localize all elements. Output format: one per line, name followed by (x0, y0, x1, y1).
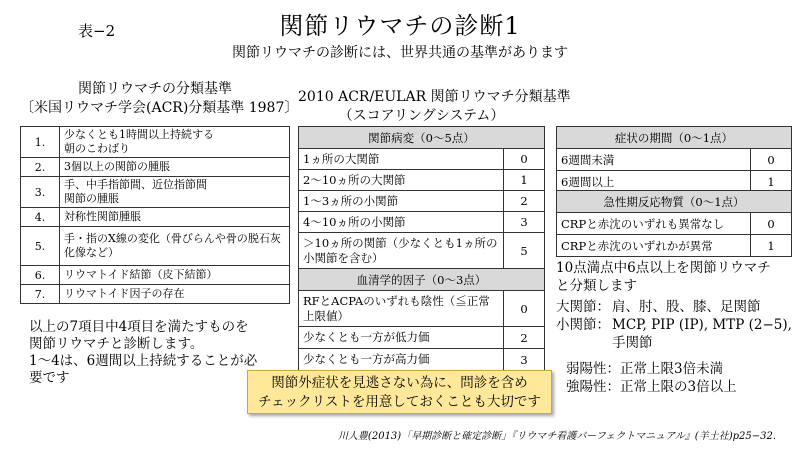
callout-line: 関節外症状を見逃さない為に、問診を含め (271, 375, 528, 391)
acr-row-num: 7. (21, 285, 60, 304)
acr-heading (20, 80, 299, 118)
callout-line: チェックリストを用意しておくことも大切です (258, 394, 541, 410)
table-row (21, 177, 290, 208)
table-row (557, 213, 792, 235)
table-row (21, 285, 290, 304)
table-row (299, 212, 545, 233)
table-header-row (299, 269, 545, 291)
page-subtitle: 関節リウマチの診断には、世界共通の基準があります (232, 45, 568, 61)
joint-involvement-header: 関節病変（0～5点） (299, 127, 545, 149)
acr-note-line: 要です (29, 370, 70, 386)
score-value: 0 (504, 291, 545, 327)
score-value: 2 (504, 327, 545, 349)
large-joint-value: 肩、肘、股、膝、足関節 (612, 299, 761, 315)
acr-row-num: 4. (21, 208, 60, 227)
table-header-row (557, 191, 792, 213)
score-value: 1 (504, 170, 545, 191)
extra-articular-callout (247, 370, 552, 414)
acr-row-num: 2. (21, 158, 60, 177)
score-value: 2 (504, 191, 545, 212)
small-joint-key: 小関節： (556, 317, 610, 333)
table-row (21, 127, 290, 158)
acr-row-text: 手、中手指節間、近位指節間 関節の腫脹 (60, 177, 290, 208)
score-value: 3 (504, 212, 545, 233)
score-value: 0 (751, 149, 792, 171)
slide-label: 表−2 (78, 22, 116, 40)
page-title: 関節リウマチの診断1 (279, 12, 521, 40)
large-joint-row (556, 298, 792, 316)
acr-row-text: 3個以上の関節の腫脹 (60, 158, 290, 177)
score-label: 1～3ヵ所の小関節 (299, 191, 504, 212)
score-value: 1 (751, 171, 792, 193)
threshold-line: 10点満点中6点以上を関節リウマチ (556, 260, 771, 276)
eular-heading-line2: （スコアリングシステム） (338, 108, 505, 124)
score-value: 1 (751, 235, 792, 257)
acr-row-num: 6. (21, 266, 60, 285)
score-label: RFとACPAのいずれも陰性（≦正常 上限値） (299, 291, 504, 327)
acr-row-num: 5. (21, 227, 60, 266)
acr-row-text: リウマトイド因子の存在 (60, 285, 290, 304)
eular-heading (298, 88, 571, 126)
table-row (21, 227, 290, 266)
table-row (299, 191, 545, 212)
small-joint-value-cont: 手関節 (612, 335, 653, 351)
score-label: 6週間未満 (557, 149, 751, 171)
score-label: CRPと赤沈のいずれかが異常 (557, 235, 751, 257)
score-label: 少なくとも一方が低力価 (299, 327, 504, 349)
acr-row-text: 対称性関節腫脹 (60, 208, 290, 227)
table-row (21, 158, 290, 177)
acr-note-line: 以上の7項目中4項目を満たすものを (29, 319, 249, 335)
acr-row-text: 少なくとも1時間以上持続する 朝のこわばり (60, 127, 290, 158)
threshold-note (556, 259, 771, 295)
eular-heading-line1: 2010 ACR/EULAR 関節リウマチ分類基準 (298, 89, 571, 105)
score-label: ＞10ヵ所の関節（少なくとも1ヵ所の 小関節を含む） (299, 233, 504, 269)
table-row (299, 149, 545, 170)
eular-scoring-table (298, 126, 545, 371)
high-titer-line: 強陽性：正常上限の3倍以上 (566, 379, 737, 395)
table-row (299, 170, 545, 191)
table-row (299, 327, 545, 349)
threshold-line: と分類します (556, 278, 637, 294)
score-label: 1ヵ所の大関節 (299, 149, 504, 170)
score-value: 0 (751, 213, 792, 235)
small-joint-row (556, 316, 792, 334)
table-row (557, 149, 792, 171)
table-row (299, 233, 545, 269)
duration-header: 症状の期間（0～1点） (557, 127, 792, 149)
score-label: 4～10ヵ所の小関節 (299, 212, 504, 233)
table-header-row (557, 127, 792, 149)
acr-criteria-table (20, 126, 290, 304)
table-row (21, 208, 290, 227)
acr-heading-line2: 〔米国リウマチ学会(ACR)分類基準 1987〕 (20, 100, 299, 116)
serology-header: 血清学的因子（0～3点） (299, 269, 545, 291)
titer-definitions (566, 360, 737, 396)
large-joint-key: 大関節： (556, 299, 610, 315)
symptom-duration-table (556, 126, 792, 193)
score-value: 0 (504, 149, 545, 170)
acr-note-line: 関節リウマチと診断します。 (29, 336, 204, 352)
score-label: 少なくとも一方が高力価 (299, 349, 504, 371)
small-joint-value: MCP, PIP (IP), MTP (2−5), (612, 317, 792, 333)
score-value: 3 (504, 349, 545, 371)
reactant-header: 急性期反応物質（0～1点） (557, 191, 792, 213)
score-label: 6週間以上 (557, 171, 751, 193)
low-titer-line: 弱陽性：正常上限3倍未満 (566, 361, 724, 377)
acr-row-text: リウマトイド結節（皮下結節） (60, 266, 290, 285)
acute-phase-reactant-table (556, 190, 792, 257)
acr-note-line: 1～4は、6週間以上持続することが必 (29, 353, 258, 369)
table-header-row (299, 127, 545, 149)
table-row (299, 349, 545, 371)
score-value: 5 (504, 233, 545, 269)
citation: 川人豊(2013)「早期診断と確定診断」『リウマチ看護パーフェクトマニュアル』(羊土社)p25−32. (337, 431, 776, 442)
joint-definitions (556, 298, 792, 352)
acr-row-num: 3. (21, 177, 60, 208)
table-row (21, 266, 290, 285)
acr-row-text: 手・指のX線の変化（骨びらんや骨の脱石灰 化像など） (60, 227, 290, 266)
acr-heading-line1: 関節リウマチの分類基準 (78, 81, 232, 97)
score-label: 2～10ヵ所の大関節 (299, 170, 504, 191)
acr-row-num: 1. (21, 127, 60, 158)
score-label: CRPと赤沈のいずれも異常なし (557, 213, 751, 235)
table-row (557, 235, 792, 257)
table-row (299, 291, 545, 327)
